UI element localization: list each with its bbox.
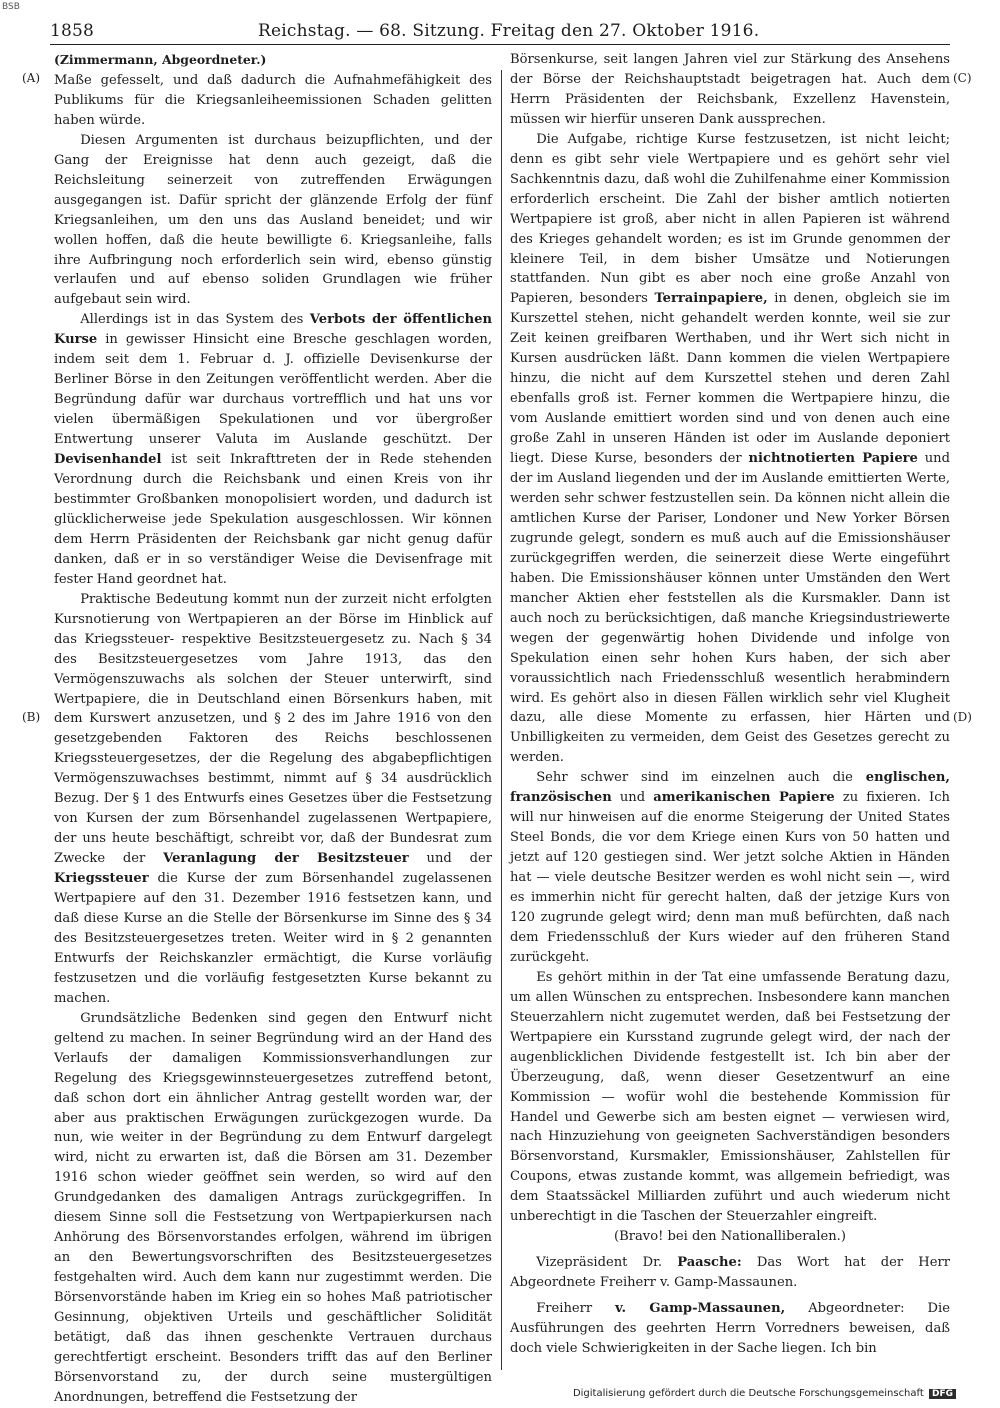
left-column xyxy=(54,50,492,1408)
paragraph: Die Aufgabe, richtige Kurse festzusetzen, ist nicht leicht; denn es gibt sehr viele Wertpapiere und es gehört sehr viel Sachkenntnis dazu, daß wohl die Zuhilfenahme einer Kommission erforderlich erscheint. Die Zahl der bisher amtlich notierten Wertpapiere ist groß, aber nicht in allen Papieren ist während des Krieges gehandelt worden; es ist im Grunde genommen der kleinere Teil, in dem bisher Umsätze und Notierungen stattfanden. Nun gibt es aber noch eine große Anzahl von Papieren, besonders Terrainpapiere, in denen, obgleich sie im Kurszettel stehen, nicht gehandelt werden konnte, weil sie zur Zeit keinen greifbaren Werthaben, und ihr Wert sich nicht in Kursen ausdrücken läßt. Dann kommen die vielen Wertpapiere hinzu, die nicht auf dem Kurszettel stehen und deren Zahl ebenfalls groß ist. Ferner kommen die Wertpapiere hinzu, die vom Auslande emittiert worden sind und von denen auch eine große Zahl in unseren Händen ist oder im Auslande deponiert liegt. Diese Kurse, besonders der nichtnotierten Papiere und der im Ausland liegenden und der im Auslande emittierten Werte, werden sehr schwer festzustellen sein. Da können nicht allein die amtlichen Kurse der Pariser, Londoner und New Yorker Börsen zugrunde gelegt, sondern es muß auch auf die Emissionshäuser zurückgegriffen werden, die seinerzeit diese Werte eingeführt haben. Die Emissionshäuser können unter Umständen den Wert mancher Aktien eher feststellen als die Kursmakler. Dann ist auch noch zu berücksichtigen, daß manche Kriegsindustriewerte wegen der gegenwärtig hohen Dividende und infolge von Spekulation einen sehr hohen Kurs haben, der sich aber voraussichtlich nach Friedensschluß wesentlich herabmindern wird. Es gehört also in diesen Fällen wirklich sehr viel Klugheit dazu, alle diese Momente zu erfassen, hier Härten und Unbilligkeiten zu vermeiden, dem Geist des Gesetzes gerecht zu werden. xyxy=(510,131,950,766)
emphasis: Verbots der öffentlichen Kurse xyxy=(54,312,492,348)
speaker-note: (Zimmermann, Abgeordneter.) xyxy=(54,52,267,67)
margin-letter-b: (B) xyxy=(22,710,41,724)
margin-letter-d: (D) xyxy=(953,710,972,724)
paragraph: Diesen Argumenten ist durchaus beizupflichten, und der Gang der Ereignisse hat denn auch gezeigt, daß die Reichsleitung seinerzeit von zutreffenden Erwägungen ausgegangen ist. Dafür spricht der glänzende Erfolg der fünf Kriegsanleihen, um den uns das Ausland beneidet; und wir wollen hoffen, daß die heute bewilligte 6. Kriegsanleihe, falls ihre Aufbringung noch erforderlich sein wird, ebenso günstig verlaufen und auf ebenso soliden Grundlagen wie früher aufgebaut sein wird. xyxy=(54,132,492,308)
paragraph: Praktische Bedeutung kommt nun der zurzeit nicht erfolgten Kursnotierung von Wertpapieren an der Börse im Hinblick auf das Kriegssteuer- respektive Besitzsteuergesetz zu. Nach § 34 des Besitzsteuergesetzes vom Jahre 1913, das den Vermögenszuwachs als solchen der Steuer unterwirft, sind Wertpapiere, die in Deutschland einen Börsenkurs haben, mit dem Kurswert anzusetzen, und § 2 des im Jahre 1916 von den gesetzgebenden Faktoren des Reichs beschlossenen Kriegssteuergesetzes, der die Regelung des abgabepflichtigen Vermögenszuwachses bestimmt, nimmt auf § 34 ausdrücklich Bezug. Der § 1 des Entwurfs eines Gesetzes über die Festsetzung von Kursen der zum Börsenhandel zugelassenen Wertpapiere, der uns heute beschäftigt, schreibt vor, daß der Bundesrat zum Zwecke der Veranlagung der Besitzsteuer und der Kriegssteuer die Kurse der zum Börsenhandel zugelassenen Wertpapiere auf den 31. Dezember 1916 festsetzen kann, und daß diese Kurse an die Stelle der Börsenkurse im Sinne des § 34 des Besitzsteuergesetzes treten. Weiter wird in § 2 genannten Entwurfs der Reichskanzler ermächtigt, die Kurse vorläufig festzusetzen und die vorläufig festgesetzten Kurse bekannt zu machen. xyxy=(54,591,492,1006)
margin-letter-a: (A) xyxy=(22,71,41,85)
emphasis: nichtnotierten Papiere xyxy=(748,451,918,467)
emphasis: englischen, französischen xyxy=(510,770,950,806)
footer-credit xyxy=(573,1388,956,1399)
right-column xyxy=(510,50,950,1359)
paragraph: Börsenkurse, seit langen Jahren viel zur Stärkung des Ansehens der Börse der Reichshauptstadt beigetragen hat. Auch dem Herrn Präsidenten der Reichsbank, Exzellenz Havenstein, müssen wir hierfür unseren Dank aussprechen. xyxy=(510,52,950,127)
emphasis: Veranlagung der Besitzsteuer xyxy=(163,851,409,867)
page-number: 1858 xyxy=(50,21,95,41)
page-header xyxy=(50,17,950,43)
emphasis: Devisenhandel xyxy=(54,452,162,468)
paragraph: Es gehört mithin in der Tat eine umfassende Beratung dazu, um allen Wünschen zu entsprechen. Insbesondere kann manchen Steuerzahlern nicht zugemutet werden, daß bei Festsetzung der Wertpapiere ein Kursstand zugrunde gelegt wird, der nach der augenblicklichen Dividende festgestellt ist. Ich bin aber der Überzeugung, daß, wenn dieser Gesetzentwurf an eine Kommission — wofür wohl die bestehende Kommission für Handel und Gewerbe sich am besten eignet — verwiesen wird, nach Hinzuziehung von geeigneten Sachverständigen besonders Börsenvorstand, Kursmakler, Emissionshäuser, Zahlstellen für Coupons, etwas zustande kommt, was allgemein befriedigt, was dem Staatssäckel Milliarden zuführt und auch wiederum nicht unberechtigt in die Taschen der Steuerzahler eingreift. xyxy=(510,969,950,1225)
library-mark: BSB xyxy=(2,2,20,12)
paragraph: Vizepräsident Dr. Paasche: Das Wort hat der Herr Abgeordnete Freiherr v. Gamp-Massaunen. xyxy=(510,1255,950,1291)
footer-text: Digitalisierung gefördert durch die Deutsche Forschungsgemeinschaft xyxy=(572,1388,924,1399)
emphasis: amerikanischen Papiere xyxy=(653,790,835,806)
paragraph: Maße gefesselt, und daß dadurch die Aufnahmefähigkeit des Publikums für die Kriegsanleiheemissionen Schaden gelitten haben würde. xyxy=(54,72,492,128)
dfg-logo: DFG xyxy=(929,1389,956,1399)
paragraph: Grundsätzliche Bedenken sind gegen den Entwurf nicht geltend zu machen. In seiner Begründung wird an der Hand des Verlaufs der damaligen Kommissionsverhandlungen zur Regelung des Kriegsgewinnsteuergesetzes zutreffend betont, daß schon dort ein ähnlicher Antrag gestellt worden war, der aber aus praktischen Erwägungen zurückgezogen wurde. Da nun, wie weiter in der Begründung zu dem Entwurf dargelegt wird, nicht zu erwarten ist, daß die Börsen am 31. Dezember 1916 schon wieder geöffnet sein werden, so wird auf den Grundgedanken des damaligen Antrags zurückgegriffen. In diesem Sinne soll die Festsetzung von Wertpapierkursen nach Anhörung des Börsenvorstandes erfolgen, während im übrigen an den Bewertungsvorschriften des Besitzsteuergesetzes festgehalten wird. Auch dem kann nur zugestimmt werden. Die Börsenvorstände haben im Krieg ein so hohes Maß patriotischer Gesinnung, objektiven Urteils und geschäftlicher Solidität betätigt, daß das ihnen geschenkte Vertrauen durchaus gerechtfertigt erscheint. Besonders trifft das auf den Berliner Börsenvorstand zu, der durch seine mustergültigen Anordnungen, betreffend die Festsetzung der xyxy=(54,1010,492,1405)
emphasis: Kriegssteuer xyxy=(54,871,149,887)
column-separator xyxy=(501,70,502,1370)
header-rule xyxy=(50,44,950,45)
applause-note: (Bravo! bei den Nationalliberalen.) xyxy=(614,1229,846,1245)
paragraph: Freiherr v. Gamp-Massaunen, Abgeordneter: Die Ausführungen des geehrten Herrn Vorredners beweisen, daß doch viele Schwierigkeiten in der Sache liegen. Ich bin xyxy=(510,1301,950,1356)
speaker-name: Paasche: xyxy=(677,1255,742,1271)
margin-letter-c: (C) xyxy=(953,71,972,85)
speaker-name: v. Gamp-Massaunen, xyxy=(615,1301,786,1317)
paragraph: Allerdings ist in das System des Verbots der öffentlichen Kurse in gewisser Hinsicht eine Bresche geschlagen worden, indem seit dem 1. Februar d. J. offizielle Devisenkurse der Berliner Börse in den Zeitungen veröffentlicht werden. Aber die Begründung dafür war durchaus vortrefflich und hat uns vor vielen übermäßigen Spekulationen und vor übergroßer Entwertung unserer Valuta im Auslande geschützt. Der Devisenhandel ist seit Inkrafttreten der in Rede stehenden Verordnung durch die Reichsbank und einen Kreis von ihr bestimmter Großbanken monopolisiert worden, und dadurch ist glücklicherweise jede Spekulation ausgeschlossen. Wir können dem Herrn Präsidenten der Reichsbank gar nicht genug dafür danken, daß er in so verständiger Weise die Devisenfrage mit fester Hand geordnet hat. xyxy=(54,312,492,587)
running-title: Reichstag. — 68. Sitzung. Freitag den 27. Oktober 1916. xyxy=(258,21,760,41)
paragraph: Sehr schwer sind im einzelnen auch die englischen, französischen und amerikanischen Papiere zu fixieren. Ich will nur hinweisen auf die enorme Steigerung der United States Steel Bonds, die vor dem Kriege einen Kurs von 50 hatten und jetzt auf 120 gestiegen sind. Wer jetzt solche Aktien in Händen hat — viele deutsche Besitzer werden es wohl nicht sein —, wird es immerhin nicht für gerecht halten, daß der jetzige Kurs von 120 zugrunde gelegt wird; denn man muß befürchten, daß nach dem Friedensschluß der Kurs wieder auf den früheren Stand zurückgeht. xyxy=(510,770,950,965)
emphasis: Terrainpapiere, xyxy=(654,291,768,307)
